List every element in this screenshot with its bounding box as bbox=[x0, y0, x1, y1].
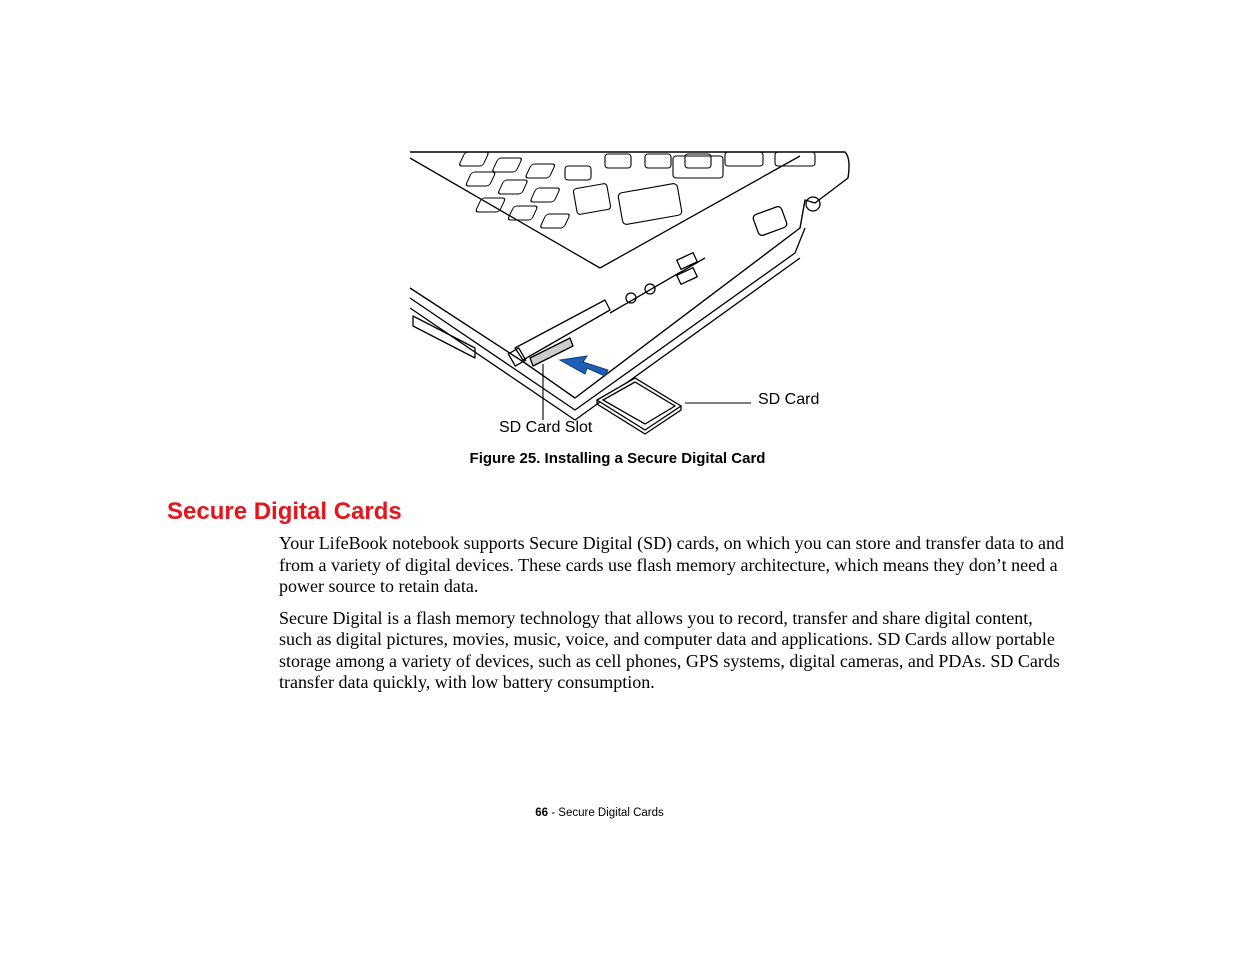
sd-card-icon bbox=[597, 378, 681, 434]
sd-card-callout: SD Card bbox=[758, 391, 820, 408]
footer-separator: - bbox=[548, 807, 559, 819]
page-number: 66 bbox=[535, 807, 549, 819]
section-title: Secure Digital Cards bbox=[167, 498, 402, 525]
insert-arrow-icon bbox=[560, 356, 608, 376]
figure-caption bbox=[0, 450, 1235, 467]
paragraph-intro: Your LifeBook notebook supports Secure Digital (SD) cards, on which you can store and transfer data to and from a variety of digital devices. These cards use flash memory architecture, which means they don’t need a power source to retain data. bbox=[279, 533, 1064, 596]
paragraph-technology: Secure Digital is a flash memory technology that allows you to record, transfer and share digital content, such as digital pictures, movies, music, voice, and computer data and applications. SD Cards allow portable storage among a variety of devices, such as cell phones, GPS systems, digital cameras, and PDAs. SD Cards transfer data quickly, with low battery consumption. bbox=[279, 607, 1060, 692]
footer-section-name: Secure Digital Cards bbox=[558, 807, 664, 819]
figure-caption-text: Figure 25. Installing a Secure Digital Card bbox=[469, 450, 766, 467]
page-footer bbox=[0, 807, 1235, 819]
sd-card-slot-callout: SD Card Slot bbox=[499, 419, 593, 436]
footer-text bbox=[535, 807, 664, 819]
section-body bbox=[279, 533, 1069, 704]
